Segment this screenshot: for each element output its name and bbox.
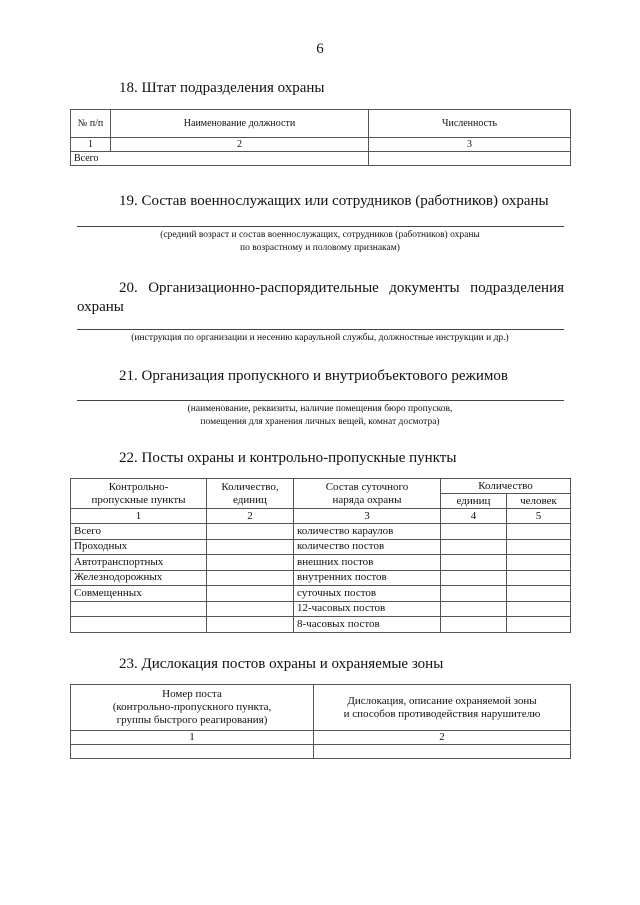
table-row	[71, 555, 571, 571]
section-18-heading: 18. Штат подразделения охраны	[119, 80, 325, 96]
table-row	[71, 745, 571, 759]
header-num: № п/п	[71, 110, 111, 138]
duty-item: 8-часовых постов	[294, 617, 441, 633]
kpp-type: Совмещенных	[71, 586, 207, 602]
kpp-type: Автотранспортных	[71, 555, 207, 571]
header-kpp: Контрольно- пропускные пункты	[71, 479, 207, 509]
kpp-type: Проходных	[71, 539, 207, 555]
posts-table	[70, 478, 571, 633]
col-num-1: 1	[71, 509, 207, 524]
col-num-2: 2	[314, 731, 571, 745]
page-number: 6	[316, 41, 324, 57]
header-headcount: Численность	[369, 110, 571, 138]
duty-item: внутренних постов	[294, 570, 441, 586]
section-22-heading: 22. Посты охраны и контрольно-пропускные пункты	[119, 450, 457, 466]
col-num-4: 4	[441, 509, 507, 524]
section-19-heading: 19. Состав военнослужащих или сотрудников (работников) охраны	[119, 193, 549, 209]
col-num-3: 3	[369, 138, 571, 152]
col-num-1: 1	[71, 731, 314, 745]
table-row	[71, 524, 571, 540]
fill-line-21	[77, 400, 564, 401]
kpp-type: Железнодорожных	[71, 570, 207, 586]
dislocation-table	[70, 684, 571, 759]
table-row	[71, 617, 571, 633]
duty-item: количество караулов	[294, 524, 441, 540]
col-num-5: 5	[507, 509, 571, 524]
col-num-3: 3	[294, 509, 441, 524]
kpp-type: Всего	[71, 524, 207, 540]
header-dislocation: Дислокация, описание охраняемой зоны и способов противодействия нарушителю	[314, 685, 571, 731]
kpp-type	[71, 617, 207, 633]
table-row	[71, 570, 571, 586]
section-19-caption: (средний возраст и состав военнослужащих, сотрудников (работников) охраны по возрастному и половому признакам)	[160, 230, 480, 253]
header-daily-duty: Состав суточного наряда охраны	[294, 479, 441, 509]
kpp-type	[71, 601, 207, 617]
header-post-number: Номер поста (контрольно-пропускного пункта, группы быстрого реагирования)	[71, 685, 314, 731]
duty-item: 12-часовых постов	[294, 601, 441, 617]
header-units: единиц	[441, 494, 507, 509]
header-amount: Количество	[441, 479, 571, 494]
col-num-2: 2	[207, 509, 294, 524]
section-21-caption: (наименование, реквизиты, наличие помещения бюро пропусков, помещения для хранения личных вещей, комнат досмотра)	[187, 404, 453, 427]
duty-item: внешних постов	[294, 555, 441, 571]
staff-table	[70, 109, 571, 166]
section-20-heading-cont: охраны	[77, 299, 124, 315]
total-value	[369, 152, 571, 166]
table-row	[71, 586, 571, 602]
duty-item: количество постов	[294, 539, 441, 555]
header-people: человек	[507, 494, 571, 509]
header-quantity: Количество, единиц	[207, 479, 294, 509]
section-23-heading: 23. Дислокация постов охраны и охраняемые зоны	[119, 656, 444, 672]
section-20-heading: 20. Организационно-распорядительные документы подразделения	[119, 280, 564, 296]
header-position-name: Наименование должности	[111, 110, 369, 138]
section-21-heading: 21. Организация пропускного и внутриобъектового режимов	[119, 368, 508, 384]
col-num-2: 2	[111, 138, 369, 152]
section-20-caption: (инструкция по организации и несению караульной службы, должностные инструкции и др.)	[131, 333, 509, 343]
table-row	[71, 601, 571, 617]
fill-line-19	[77, 226, 564, 227]
fill-line-20	[77, 329, 564, 330]
col-num-1: 1	[71, 138, 111, 152]
total-label: Всего	[71, 152, 369, 166]
duty-item: суточных постов	[294, 586, 441, 602]
table-row	[71, 539, 571, 555]
